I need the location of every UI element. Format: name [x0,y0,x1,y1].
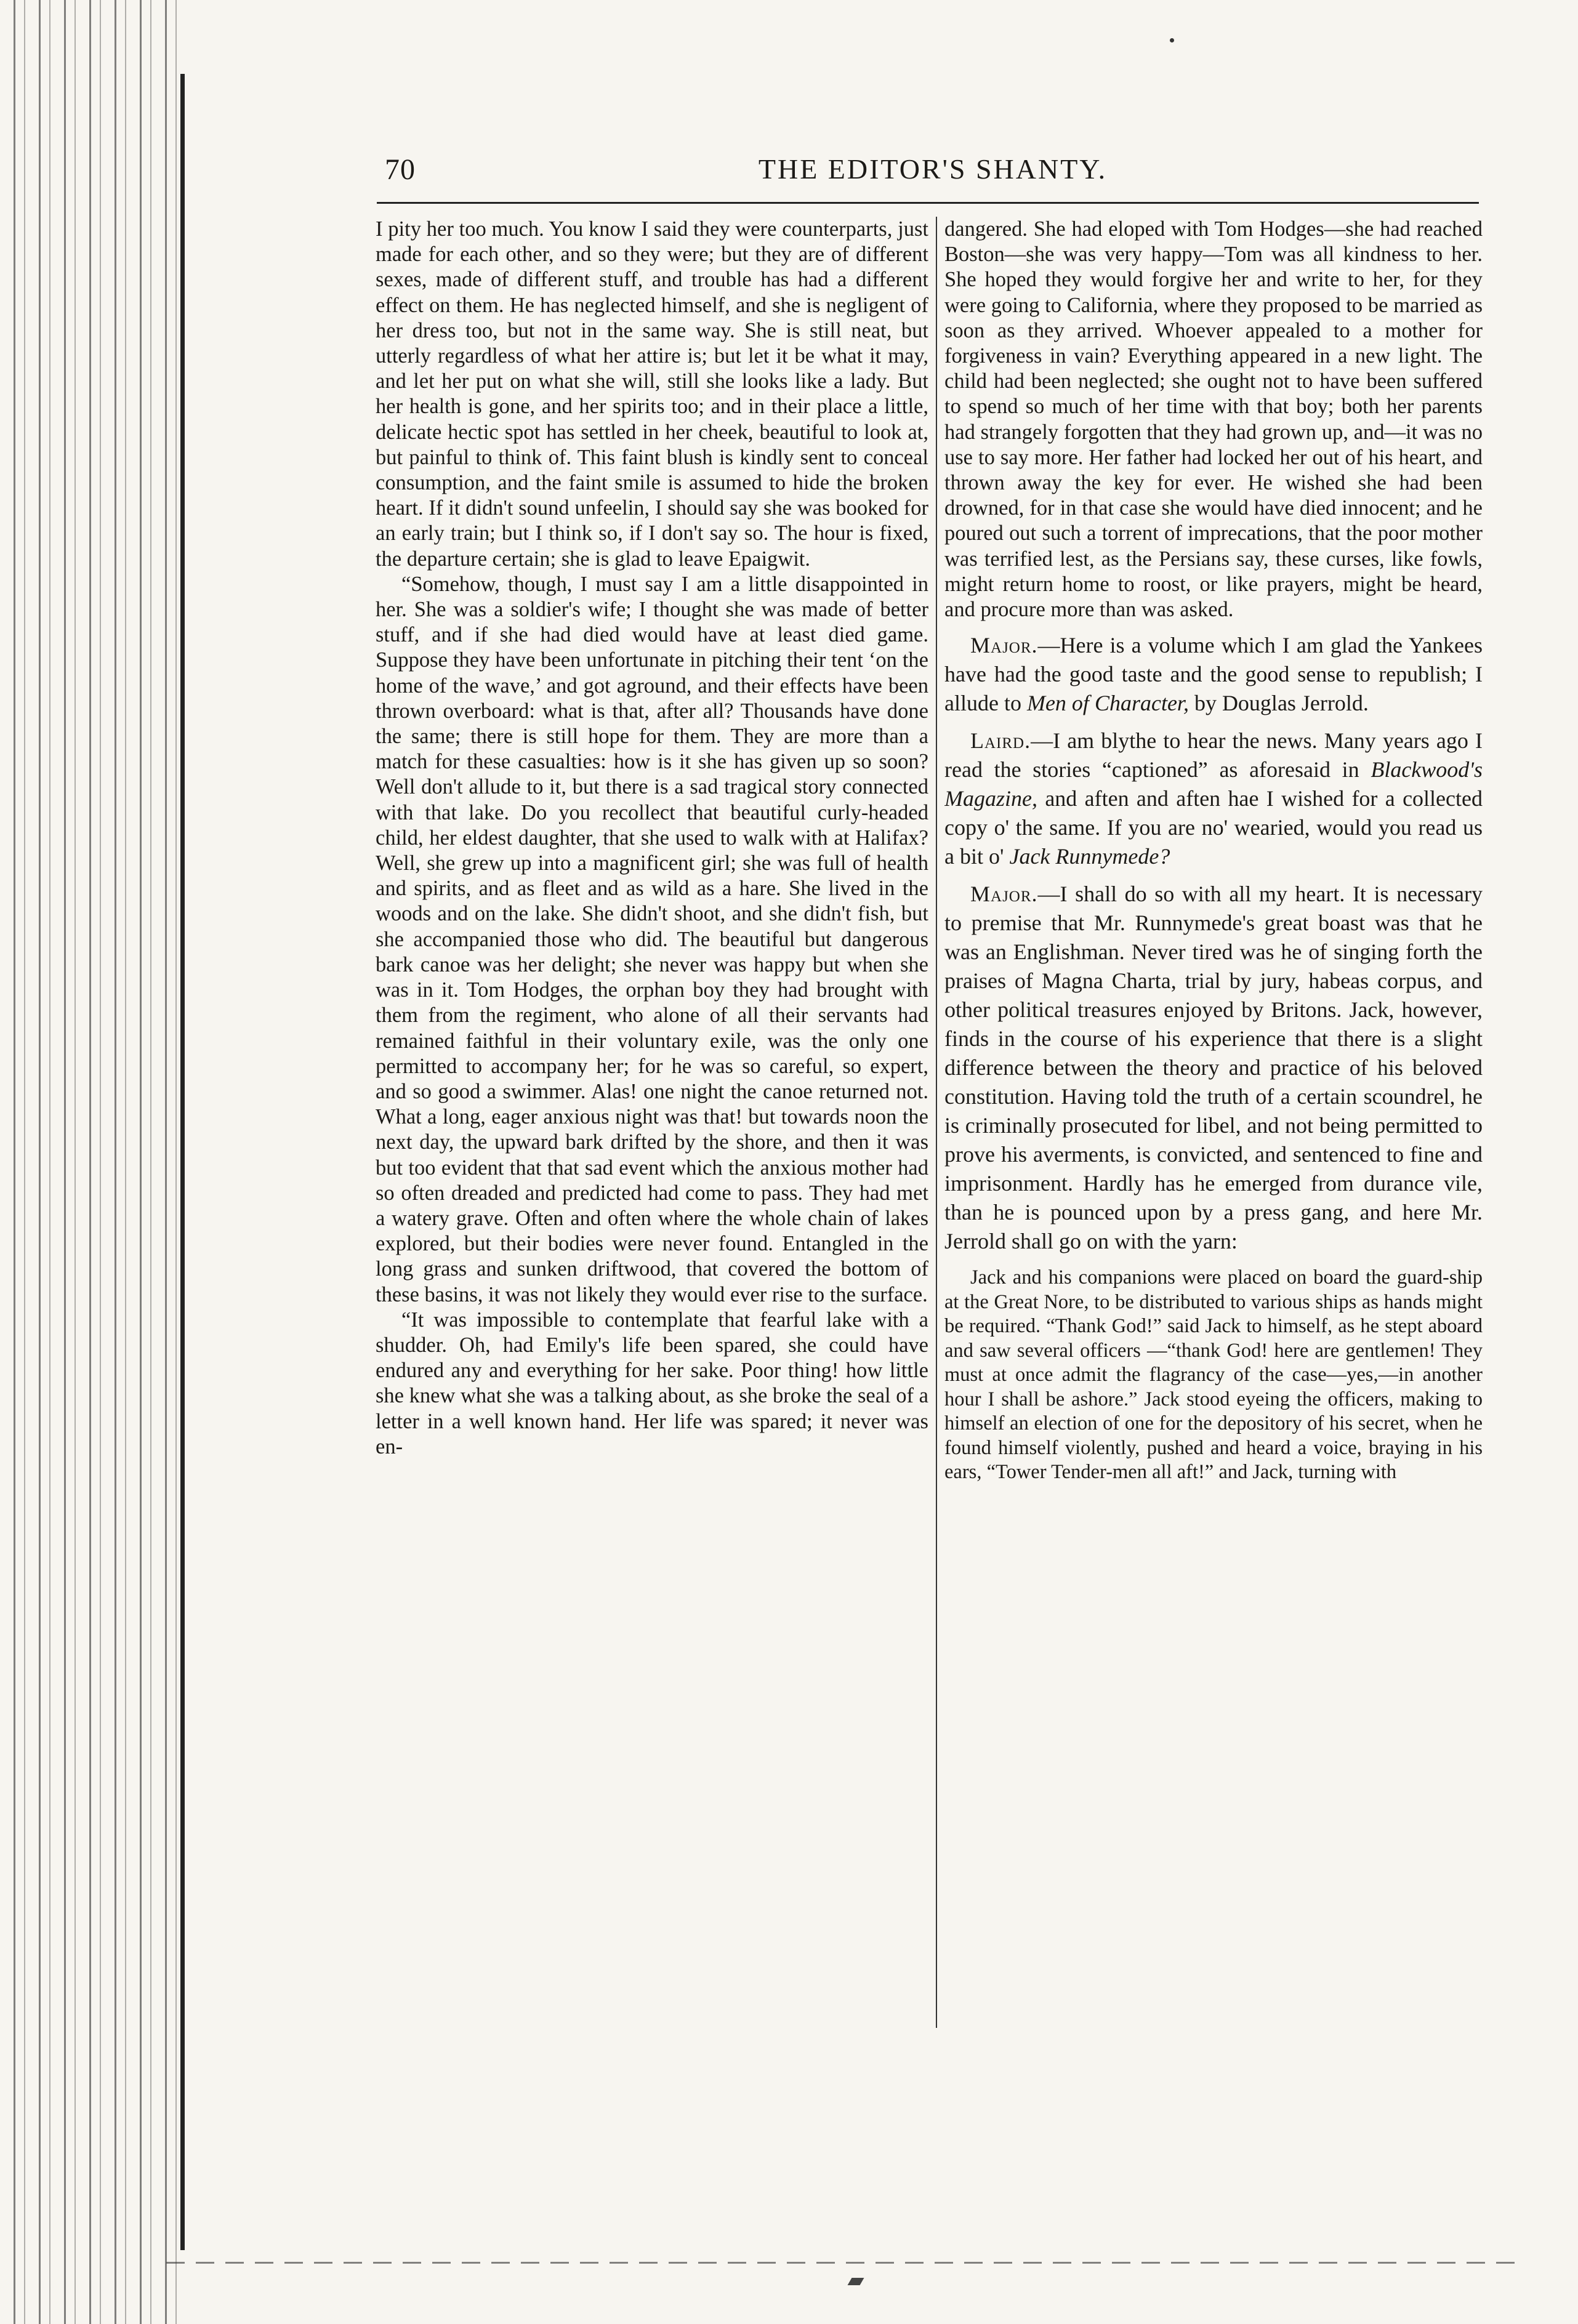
running-head: THE EDITOR'S SHANTY. [758,153,1108,185]
magazine-title: Blackwood's Magazine, [944,757,1483,811]
scan-binding-edge [0,0,185,2324]
page-number: 70 [385,153,416,186]
header-rule [377,202,1479,204]
left-column [376,217,928,2028]
scan-speck [1170,38,1174,42]
column-divider [936,217,937,2028]
dialogue-text: —I am blythe to hear the news. Many years ago I read the stories “captioned” as aforesaid in [944,728,1483,782]
paragraph: “It was impossible to contemplate that fearful lake with a shudder. Oh, had Emily's life been spared, she could have endured any and everything for her sake. Poor thing! how little she knew what she was a talking about, as she broke the seal of a letter in a well known hand. Her life was spared; it never was en- [376,1308,928,1458]
dialogue-text: and aften and aften hae I wished for a collected copy o' the same. If you are no' wearied, would you read us a bit o' [944,786,1483,869]
dialogue-text: —Here is a volume which I am glad the Yankees have had the good taste and the good sense to republish; I allude to [944,633,1483,716]
book-title: Jack Runnymede? [1009,844,1170,869]
paragraph: I pity her too much. You know I said they were counterparts, just made for each other, and so they were; but they are of different sexes, made of different stuff, and trouble has had a different effect on them. He has neglected himself, and she is negligent of her dress too, but not in the same way. She is still neat, but utterly regardless of what her attire is; but let it be what it may, and let her put on what she will, still she looks like a lady. But her health is gone, and her spirits too; and in their place a little, delicate hectic spot has settled in her cheek, beautiful to look at, but painful to think of. This faint blush is kindly sent to conceal consumption, and the faint smile is assumed to hide the broken heart. If it didn't sound unfeelin, I should say she was booked for an early train; but I think so, if I don't say so. The hour is fixed, the departure certain; she is glad to leave Epaigwit. [376,217,928,571]
speaker-label: Major. [970,633,1038,658]
paragraph: dangered. She had eloped with Tom Hodges—she had reached Boston—she was very happy—Tom was all kindness to her. She hoped they would forgive her and write to her, for they were going to California, where they proposed to be married as soon as they arrived. Whoever appealed to a mother for forgiveness in vain? Everything appeared in a new light. The child had been neglected; she ought not to have been suffered to spend so much of her time with that boy; both her parents had strangely forgotten that they had grown up, and—it was no use to say more. Her father had locked her out of his heart, and thrown away the key for ever. He wished she had been drowned, for in that case she would have died innocent; and he poured out such a torrent of imprecations, that the poor mother was terrified lest, as the Persians say, these curses, like fowls, might return home to roost, or like prayers, might be heard, and procure more than was asked. [944,217,1483,622]
dialogue-major [944,631,1483,718]
scan-speck [848,2278,864,2285]
book-title: Men of Character, [1026,691,1189,716]
dialogue-text: by Douglas Jerrold. [1188,691,1369,716]
paragraph: “Somehow, though, I must say I am a little disappointed in her. She was a soldier's wife; I thought she was made of better stuff, and if she had died would have at least died game. Suppose they have been unfortunate in pitching their tent ‘on the home of the wave,’ and got aground, and their effects have been thrown overboard: what is that, after all? Thousands have done the same; there is still hope for them. They are more than a match for these casualties: how is it she has given up so soon? Well don't allude to it, but there is a sad tragical story connected with that lake. Do you recollect that beautiful curly-headed child, her eldest daughter, that she used to walk with at Halifax? Well, she grew up into a magnificent girl; she was full of health and spirits, and as fleet and as wild as a hare. She lived in the woods and on the lake. She didn't shoot, and she didn't fish, but she accompanied those who did. The beautiful but dangerous bark canoe was her delight; she never was happy but when she was in it. Tom Hodges, the orphan boy they had brought with them from the regiment, who alone of all their servants had remained faithful in their voluntary exile, was the only one permitted to accompany her; for he was so careful, so expert, and so good a swimmer. Alas! one night the canoe returned not. What a long, eager anxious night was that! but towards noon the next day, the upward bark drifted by the shore, and then it was but too evident that that sad event which the anxious mother had so often dreaded and predicted had come to pass. They had met a watery grave. Often and often where the whole chain of lakes explored, but their bodies were never found. Entangled in the long grass and sunken driftwood, that covered the bottom of these basins, it was not likely they would ever rise to the surface. [376,572,928,1306]
dialogue-text: —I shall do so with all my heart. It is necessary to premise that Mr. Runnymede's great boast was that he was an Englishman. Never tired was he of singing forth the praises of Magna Charta, trial by jury, habeas corpus, and other political treasures enjoyed by Britons. Jack, however, finds in the course of his experience that there is a slight difference between the theory and practice of his beloved constitution. Having told the truth of a certain scoundrel, he is criminally prosecuted for libel, and not being permitted to prove his averments, is convicted, and sentenced to fine and imprisonment. Hardly has he emerged from durance vile, than he is pounced upon by a press gang, and here Mr. Jerrold shall go on with the yarn: [944,882,1483,1254]
speaker-label: Major. [970,882,1038,907]
scan-bottom-edge [166,2262,1515,2264]
dialogue-major [944,880,1483,1256]
page-header [385,153,1481,202]
dialogue-laird [944,726,1483,871]
speaker-label: Laird. [970,728,1031,754]
quoted-extract: Jack and his companions were placed on board the guard-ship at the Great Nore, to be distributed to various ships as hands might be required. “Thank God!” said Jack to himself, as he stept aboard and saw several officers —“thank God! here are gentlemen! They must at once admit the flagrancy of the case—yes,—in another hour I shall be ashore.” Jack stood eyeing the officers, making to himself an election of one for the depository of his secret, when he found himself violently, pushed and heard a voice, braying in his ears, “Tower Tender-men all aft!” and Jack, turning with [944,1266,1483,1484]
right-column [944,217,1483,2028]
